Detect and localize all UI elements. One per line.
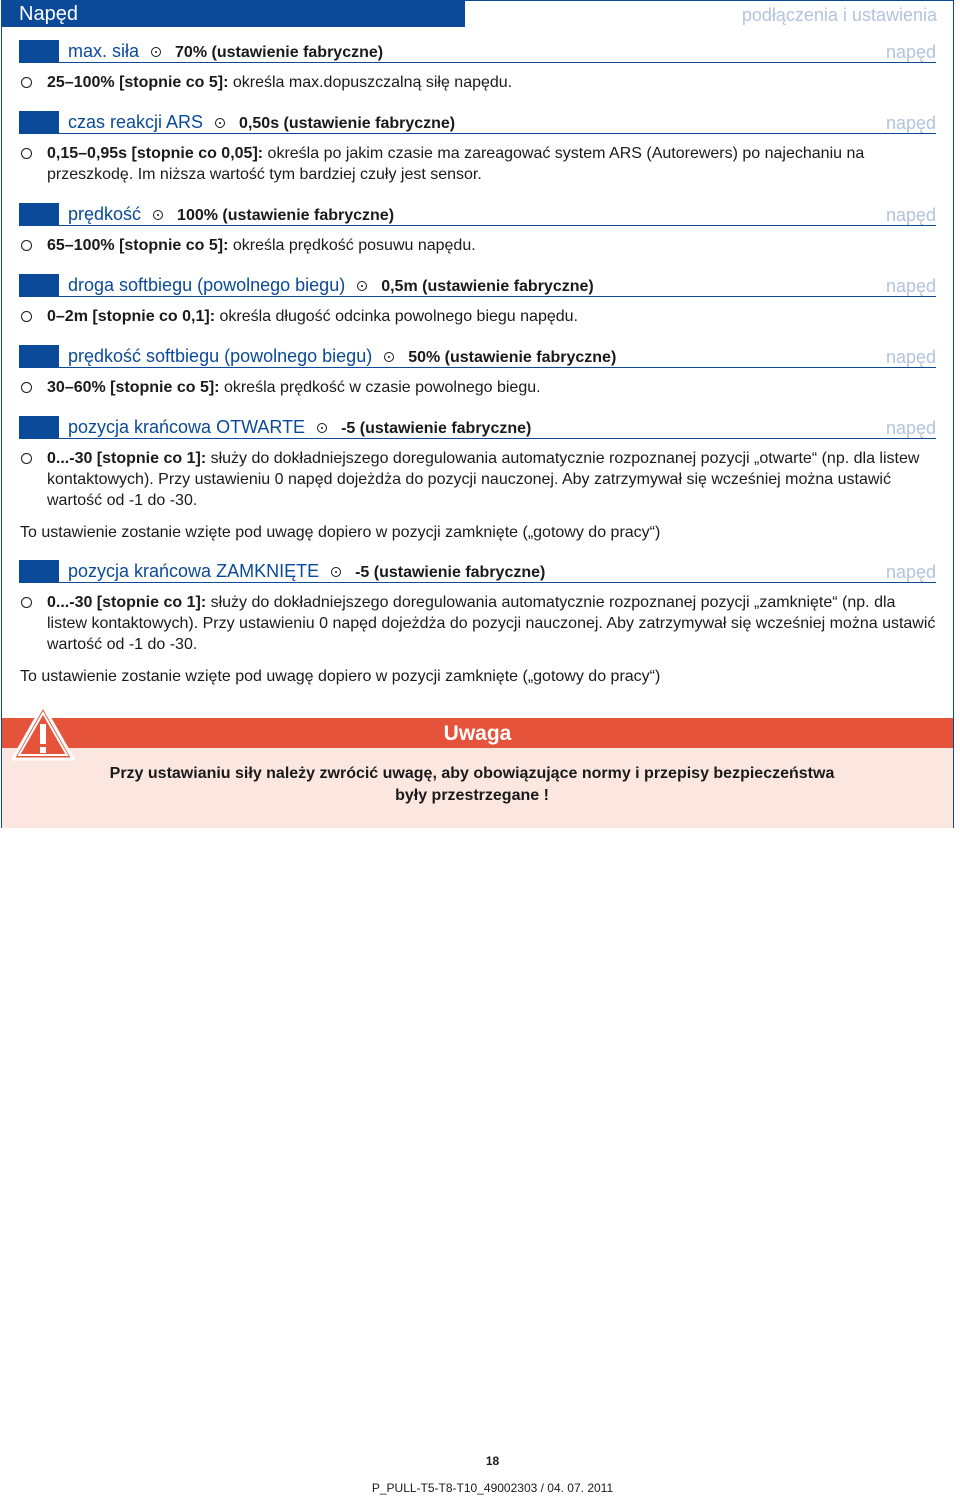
item-text: służy do dokładniejszego doregulowania automatycznie rozpoznanej pozycji „zamknięte“ (np. dla listew kontaktowych). Przy ustawieniu 0 napęd dojeżdża do pozycji nauczonej. Aby zatrzymywał się wcześniej można ustawić wartość od -1 do -30.	[47, 594, 936, 653]
item-range: 30–60% [stopnie co 5]:	[47, 379, 220, 396]
bullet-circle-icon	[21, 148, 32, 159]
list-item	[19, 306, 936, 327]
default-value-icon	[384, 352, 394, 362]
item-text: służy do dokładniejszego doregulowania automatycznie rozpoznanej pozycji „otwarte“ (np. dla listew kontaktowych). Przy ustawieniu 0 napęd dojeżdża do pozycji nauczonej. Aby zatrzymywał się wcześniej można ustawić wartość od -1 do -30.	[47, 450, 920, 509]
section-marker	[19, 345, 59, 367]
item-range: 0,15–0,95s [stopnie co 0,05]:	[47, 145, 264, 162]
default-value: 0,50s (ustawienie fabryczne)	[239, 115, 456, 132]
section-header	[19, 274, 936, 297]
section-header	[19, 111, 936, 134]
section-softstart-speed	[2, 345, 953, 398]
bullet-circle-icon	[21, 77, 32, 88]
section-end-position-closed	[2, 560, 953, 655]
warning-box	[2, 718, 953, 828]
warning-line-2: były przestrzegane !	[395, 787, 549, 804]
bullet-circle-icon	[21, 453, 32, 464]
default-value: 0,5m (ustawienie fabryczne)	[381, 278, 594, 295]
page-header	[2, 1, 953, 27]
list-item	[19, 72, 936, 93]
section-softstart-distance	[2, 274, 953, 327]
default-value-icon	[153, 210, 163, 220]
section-tag: napęd	[885, 276, 936, 296]
section-tag: napęd	[885, 418, 936, 438]
section-tag: napęd	[885, 562, 936, 582]
section-max-force	[2, 40, 953, 93]
bullet-circle-icon	[21, 597, 32, 608]
default-value: -5 (ustawienie fabryczne)	[341, 420, 532, 437]
item-text: określa długość odcinka powolnego biegu napędu.	[215, 308, 578, 325]
section-note: To ustawienie zostanie wzięte pod uwagę dopiero w pozycji zamknięte („gotowy do pracy“)	[20, 524, 661, 541]
section-header	[19, 416, 936, 439]
section-speed	[2, 203, 953, 256]
item-range: 65–100% [stopnie co 5]:	[47, 237, 229, 254]
section-title: droga softbiegu (powolnego biegu)	[68, 275, 346, 295]
section-marker	[19, 560, 59, 582]
section-marker	[19, 416, 59, 438]
bullet-circle-icon	[21, 240, 32, 251]
list-item	[19, 448, 936, 511]
section-title: czas reakcji ARS	[68, 112, 204, 132]
section-header	[19, 203, 936, 226]
warning-triangle-icon	[11, 704, 75, 762]
default-value-icon	[151, 47, 161, 57]
warning-title: Uwaga	[443, 722, 512, 745]
page-title: Napęd	[2, 1, 465, 27]
default-value: 50% (ustawienie fabryczne)	[408, 349, 617, 366]
default-value: 70% (ustawienie fabryczne)	[175, 44, 384, 61]
default-value-icon	[357, 281, 367, 291]
list-item	[19, 592, 936, 655]
section-tag: napęd	[885, 347, 936, 367]
bullet-circle-icon	[21, 311, 32, 322]
item-range: 0–2m [stopnie co 0,1]:	[47, 308, 216, 325]
item-text: określa prędkość w czasie powolnego biegu.	[219, 379, 541, 396]
section-tag: napęd	[885, 205, 936, 225]
section-header	[19, 560, 936, 583]
section-marker	[19, 111, 59, 133]
item-range: 0...-30 [stopnie co 1]:	[47, 594, 207, 611]
document-reference: P_PULL-T5-T8-T10_49002303 / 04. 07. 2011	[371, 1481, 614, 1495]
page-number: 18	[485, 1454, 500, 1468]
default-value-icon	[331, 567, 341, 577]
section-header	[19, 345, 936, 368]
item-range: 25–100% [stopnie co 5]:	[47, 74, 229, 91]
page-frame	[1, 0, 954, 828]
default-value-icon	[215, 118, 225, 128]
default-value: -5 (ustawienie fabryczne)	[355, 564, 546, 581]
section-title: pozycja krańcowa OTWARTE	[68, 417, 306, 437]
bullet-circle-icon	[21, 382, 32, 393]
section-title: prędkość	[68, 204, 142, 224]
section-marker	[19, 274, 59, 296]
warning-text	[42, 763, 902, 807]
section-header	[19, 40, 936, 63]
warning-line-1: Przy ustawianiu siły należy zwrócić uwagę, aby obowiązujące normy i przepisy bezpieczeństwa	[109, 765, 835, 782]
section-title: pozycja krańcowa ZAMKNIĘTE	[68, 561, 320, 581]
section-title: max. siła	[68, 41, 140, 61]
section-marker	[19, 40, 59, 62]
chapter-title: podłączenia i ustawienia	[741, 5, 937, 25]
section-title: prędkość softbiegu (powolnego biegu)	[68, 346, 373, 366]
default-value-icon	[317, 423, 327, 433]
warning-bar	[2, 718, 953, 748]
list-item	[19, 235, 936, 256]
item-text: określa po jakim czasie ma zareagować system ARS (Autorewers) po najechaniu na przeszkodę. Im niższa wartość tym bardziej czuły jest sensor.	[47, 145, 865, 183]
item-text: określa max.dopuszczalną siłę napędu.	[228, 74, 513, 91]
section-marker	[19, 203, 59, 225]
section-end-position-open	[2, 416, 953, 511]
section-ars-reaction	[2, 111, 953, 185]
item-range: 0...-30 [stopnie co 1]:	[47, 450, 207, 467]
section-note: To ustawienie zostanie wzięte pod uwagę dopiero w pozycji zamknięte („gotowy do pracy“)	[20, 668, 661, 685]
list-item	[19, 377, 936, 398]
section-tag: napęd	[885, 42, 936, 62]
list-item	[19, 143, 936, 185]
section-tag: napęd	[885, 113, 936, 133]
default-value: 100% (ustawienie fabryczne)	[177, 207, 395, 224]
item-text: określa prędkość posuwu napędu.	[228, 237, 476, 254]
